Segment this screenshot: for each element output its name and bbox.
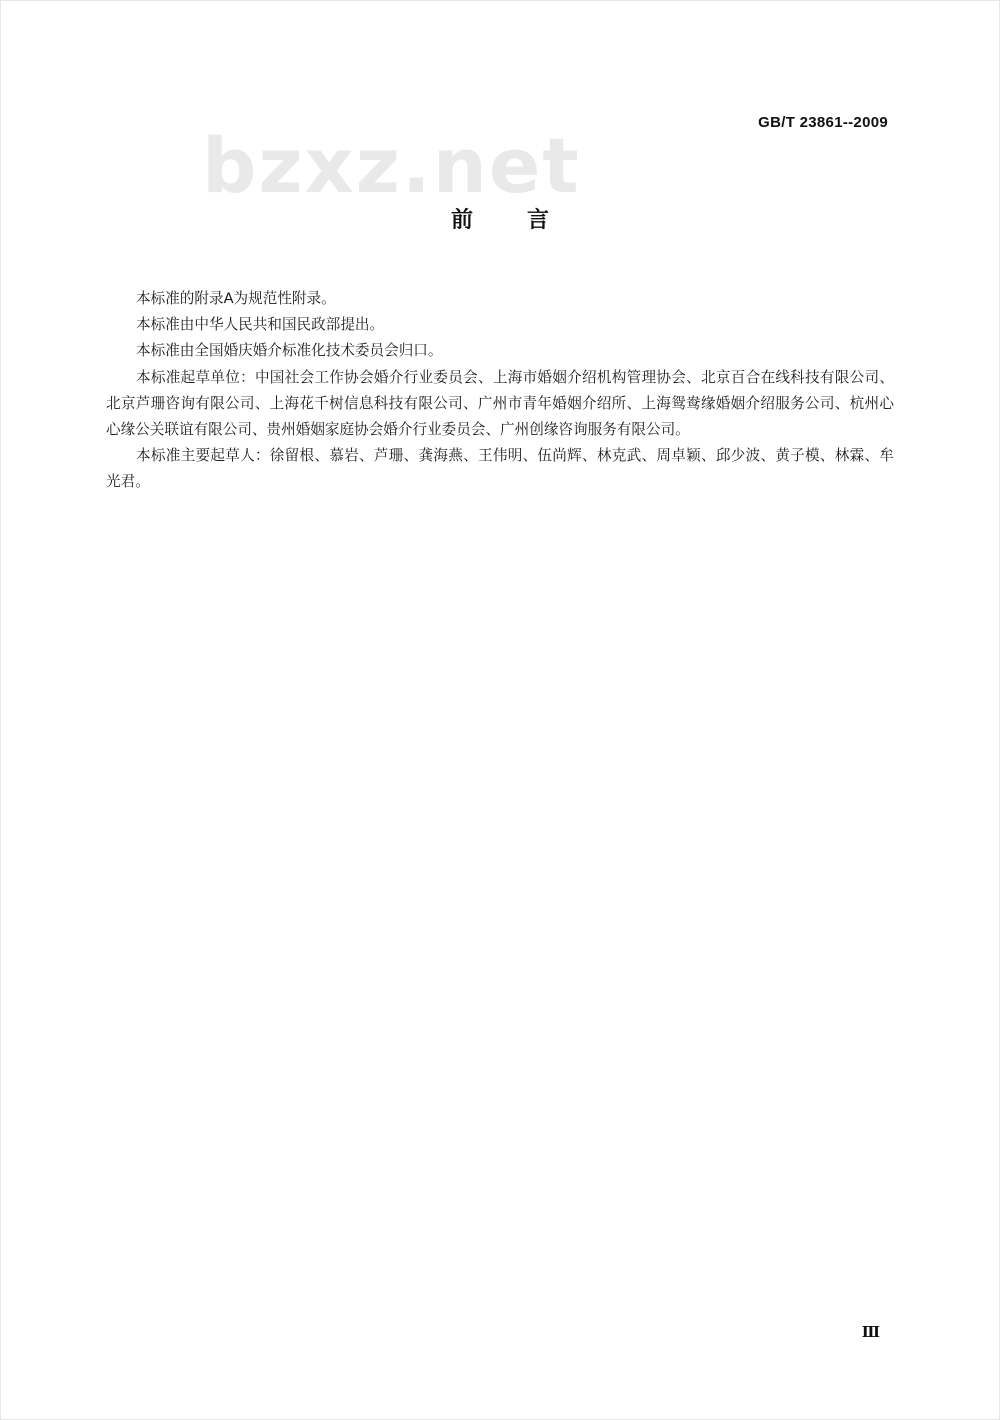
standard-code: GB/T 23861--2009: [758, 114, 888, 131]
paragraph-proposer: 本标准由中华人民共和国民政部提出。: [136, 316, 385, 334]
page-title: 前言: [450, 208, 603, 233]
paragraph-drafting-units: 本标准起草单位：中国社会工作协会婚介行业委员会、上海市婚姻介绍机构管理协会、北京百合在线科技有限公司、北京芦珊咨询有限公司、上海花千树信息科技有限公司、广州市青年婚姻介绍所、上海鸳鸯缘婚姻介绍服务公司、杭州心心缘公关联谊有限公司、贵州婚姻家庭协会婚介行业委员会、广州创缘咨询服务有限公司。: [106, 368, 894, 439]
paragraph-drafters: 本标准主要起草人：徐留根、慕岩、芦珊、龚海燕、王伟明、伍尚辉、林克武、周卓颖、邱少波、黄子模、林霖、牟光君。: [106, 447, 894, 491]
paragraph-administrator: 本标准由全国婚庆婚介标准化技术委员会归口。: [136, 342, 443, 360]
page-number: Ⅲ: [861, 1323, 880, 1341]
paragraph-annex: 本标准的附录A为规范性附录。: [136, 290, 336, 307]
watermark: bzxz.net: [202, 121, 581, 210]
foreword-body: [106, 286, 894, 496]
